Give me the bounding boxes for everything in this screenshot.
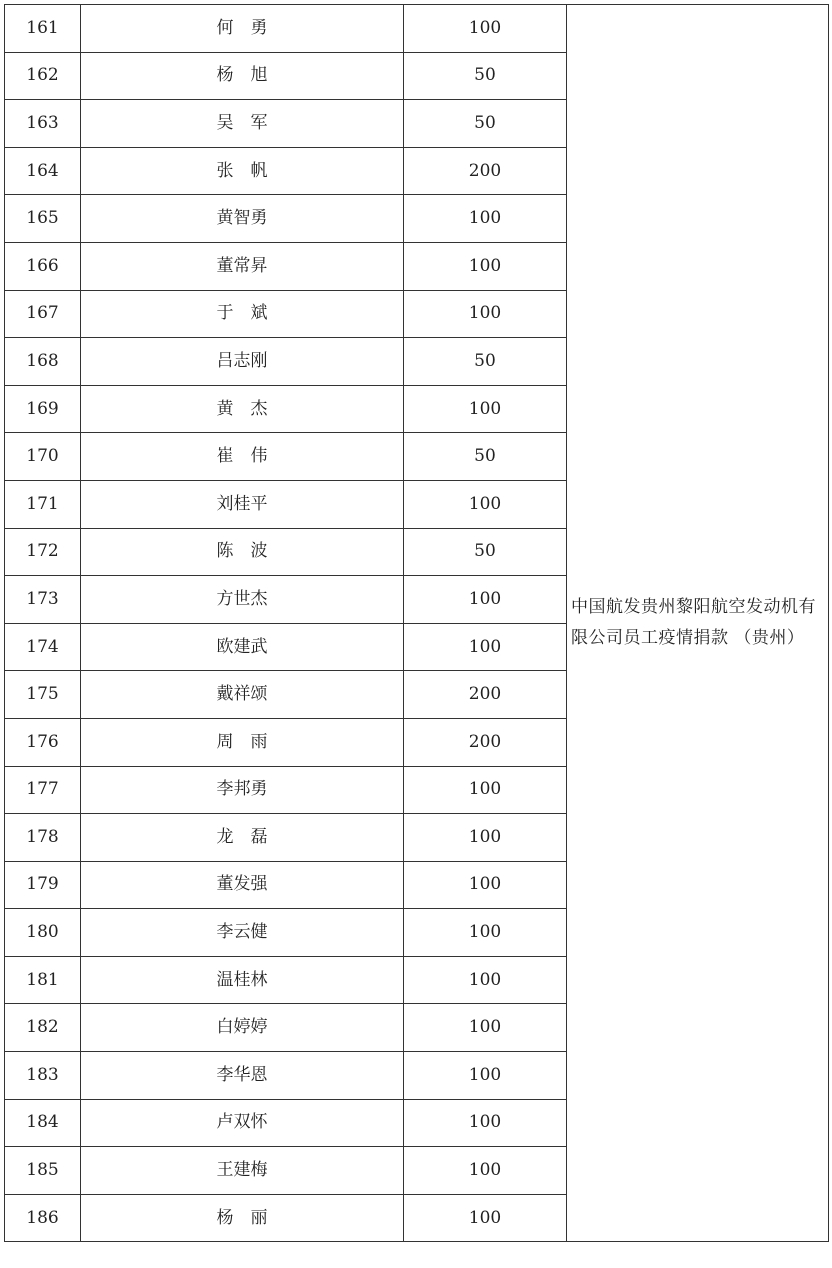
donor-name: 方世杰	[81, 576, 404, 624]
donation-amount: 100	[404, 623, 567, 671]
donor-name: 李华恩	[81, 1052, 404, 1100]
donation-amount: 50	[404, 433, 567, 481]
donation-amount: 100	[404, 1147, 567, 1195]
row-number: 166	[5, 242, 81, 290]
donation-amount: 100	[404, 290, 567, 338]
row-number: 180	[5, 909, 81, 957]
donor-name: 王建梅	[81, 1147, 404, 1195]
row-number: 167	[5, 290, 81, 338]
donation-amount: 100	[404, 5, 567, 53]
donation-amount: 100	[404, 1099, 567, 1147]
donation-amount: 100	[404, 385, 567, 433]
row-number: 183	[5, 1052, 81, 1100]
donation-amount: 200	[404, 671, 567, 719]
row-number: 163	[5, 100, 81, 148]
donation-amount: 100	[404, 480, 567, 528]
row-number: 170	[5, 433, 81, 481]
row-number: 174	[5, 623, 81, 671]
donor-name: 杨 丽	[81, 1194, 404, 1242]
row-number: 178	[5, 814, 81, 862]
donation-amount: 50	[404, 100, 567, 148]
donation-amount: 100	[404, 1194, 567, 1242]
row-number: 162	[5, 52, 81, 100]
donor-name: 杨 旭	[81, 52, 404, 100]
donor-name: 何 勇	[81, 5, 404, 53]
donor-name: 吴 军	[81, 100, 404, 148]
donor-name: 于 斌	[81, 290, 404, 338]
row-number: 171	[5, 480, 81, 528]
donation-table-body	[5, 5, 829, 1242]
donation-amount: 100	[404, 861, 567, 909]
row-number: 186	[5, 1194, 81, 1242]
donation-amount: 100	[404, 195, 567, 243]
donation-amount: 100	[404, 242, 567, 290]
row-number: 182	[5, 1004, 81, 1052]
row-number: 185	[5, 1147, 81, 1195]
row-number: 161	[5, 5, 81, 53]
donor-name: 黄 杰	[81, 385, 404, 433]
donor-name: 温桂林	[81, 956, 404, 1004]
donor-name: 崔 伟	[81, 433, 404, 481]
donation-amount: 50	[404, 528, 567, 576]
row-number: 168	[5, 338, 81, 386]
donor-name: 李云健	[81, 909, 404, 957]
donation-amount: 100	[404, 1004, 567, 1052]
row-number: 164	[5, 147, 81, 195]
donation-amount: 50	[404, 52, 567, 100]
donor-unit: 中国航发贵州黎阳航空发动机有限公司员工疫情捐款 （贵州）	[567, 5, 829, 1242]
donor-name: 董常昇	[81, 242, 404, 290]
donor-name: 李邦勇	[81, 766, 404, 814]
donor-name: 戴祥颂	[81, 671, 404, 719]
donor-name: 董发强	[81, 861, 404, 909]
donor-name: 龙 磊	[81, 814, 404, 862]
donor-name: 白婷婷	[81, 1004, 404, 1052]
row-number: 169	[5, 385, 81, 433]
donation-amount: 50	[404, 338, 567, 386]
donor-name: 陈 波	[81, 528, 404, 576]
donor-name: 黄智勇	[81, 195, 404, 243]
row-number: 179	[5, 861, 81, 909]
donation-amount: 100	[404, 909, 567, 957]
row-number: 177	[5, 766, 81, 814]
donation-amount: 100	[404, 814, 567, 862]
donation-amount: 100	[404, 956, 567, 1004]
donor-name: 刘桂平	[81, 480, 404, 528]
row-number: 172	[5, 528, 81, 576]
donor-name: 周 雨	[81, 718, 404, 766]
row-number: 165	[5, 195, 81, 243]
row-number: 173	[5, 576, 81, 624]
donation-amount: 100	[404, 766, 567, 814]
donor-name: 张 帆	[81, 147, 404, 195]
row-number: 176	[5, 718, 81, 766]
row-number: 175	[5, 671, 81, 719]
donation-amount: 200	[404, 718, 567, 766]
donation-amount: 100	[404, 1052, 567, 1100]
donation-amount: 100	[404, 576, 567, 624]
table-row	[5, 5, 829, 53]
donation-amount: 200	[404, 147, 567, 195]
donor-name: 欧建武	[81, 623, 404, 671]
donor-name: 吕志刚	[81, 338, 404, 386]
row-number: 184	[5, 1099, 81, 1147]
row-number: 181	[5, 956, 81, 1004]
donation-table	[4, 4, 829, 1242]
donor-name: 卢双怀	[81, 1099, 404, 1147]
